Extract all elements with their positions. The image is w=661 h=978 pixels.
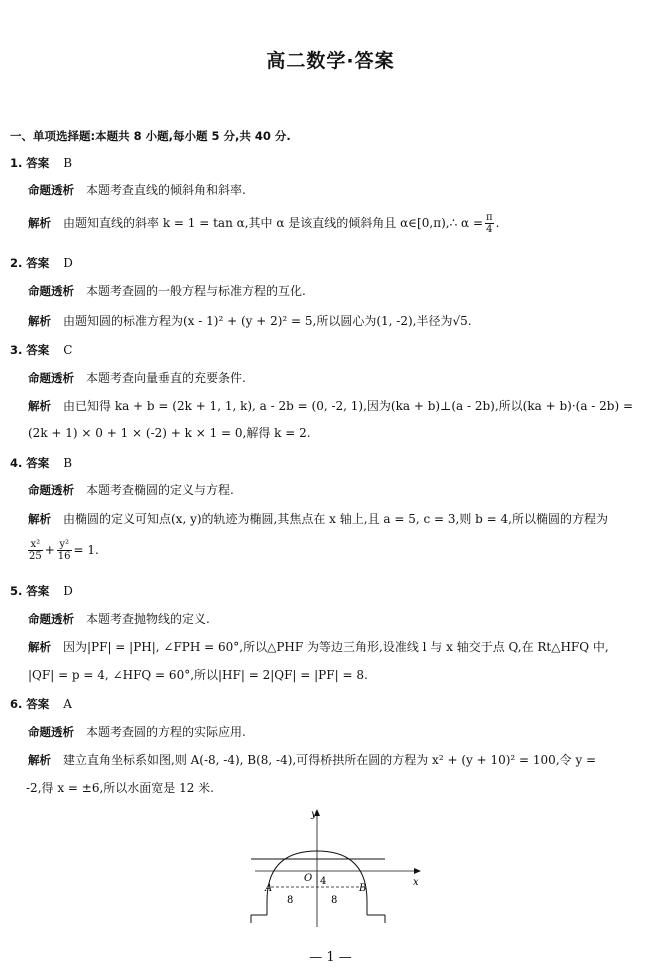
q2-answer: D: [63, 256, 73, 270]
analysis-label: 解析: [28, 399, 51, 413]
q4-num: 4.: [10, 456, 23, 470]
answer-label: 答案: [26, 343, 50, 357]
q4-intent: 本题考查椭圆的定义与方程.: [86, 483, 234, 497]
right-length-label: 8: [331, 895, 338, 906]
q5-intent-line: [28, 611, 210, 627]
answer-label: 答案: [26, 256, 50, 270]
x-label: x: [413, 877, 419, 888]
q5-answer-line: [10, 583, 73, 599]
q4-frac-1-den: 25: [29, 551, 42, 562]
q2-answer-line: [10, 255, 73, 271]
q1-answer: B: [63, 156, 73, 170]
q3-analysis-line-2: (2k + 1) × 0 + 1 × (-2) + k × 1 = 0,解得 k = 2.: [28, 426, 311, 440]
bridge-arch-figure: [245, 805, 430, 930]
intent-label: 命题透析: [28, 371, 74, 385]
q1-intent: 本题考查直线的倾斜角和斜率.: [86, 183, 246, 197]
q5-analysis-1: 因为|PF| = |PH|, ∠FPH = 60°,所以△PHF 为等边三角形,设准线 l 与 x 轴交于点 Q,在 Rt△HFQ 中,: [63, 640, 609, 654]
answer-label: 答案: [26, 156, 50, 170]
q1-intent-line: [28, 182, 246, 198]
analysis-label: 解析: [28, 512, 51, 526]
q1-answer-line: [10, 155, 72, 171]
q4-frac-2-den: 16: [57, 551, 71, 562]
q3-intent-line: [28, 370, 246, 386]
intent-label: 命题透析: [28, 612, 74, 626]
q4-frac-2-num: y²: [57, 539, 72, 551]
q6-analysis-line-1: [28, 752, 596, 768]
analysis-label: 解析: [28, 216, 51, 230]
y-label: y: [311, 809, 317, 820]
q4-plus: +: [44, 543, 55, 557]
q2-intent: 本题考查圆的一般方程与标准方程的互化.: [86, 284, 306, 298]
q4-tail: = 1.: [73, 543, 99, 557]
intent-label: 命题透析: [28, 483, 74, 497]
q2-analysis: 由题知圆的标准方程为(x - 1)² + (y + 2)² = 5,所以圆心为(1, -2),半径为√5.: [63, 314, 472, 328]
q1-frac-num: π: [486, 212, 493, 223]
q3-analysis-1: 由已知得 ka + b = (2k + 1, 1, k), a - 2b = (0, -2, 1),因为(ka + b)⊥(a - 2b),所以(ka + b)·(a - 2b) =: [63, 399, 634, 413]
q1-frac-den: 4: [486, 224, 493, 235]
q2-num: 2.: [10, 256, 23, 270]
q4-analysis-line-1: [28, 511, 608, 527]
q6-analysis-1: 建立直角坐标系如图,则 A(-8, -4), B(8, -4),可得桥拱所在圆的方程为 x² + (y + 10)² = 100,令 y =: [63, 753, 597, 767]
intent-label: 命题透析: [28, 725, 74, 739]
analysis-label: 解析: [28, 314, 51, 328]
q4-analysis-1: 由椭圆的定义可知点(x, y)的轨迹为椭圆,其焦点在 x 轴上,且 a = 5, c = 3,则 b = 4,所以椭圆的方程为: [63, 512, 608, 526]
q1-fraction: [485, 212, 494, 235]
q6-intent-line: [28, 724, 246, 740]
q6-answer-line: [10, 696, 72, 712]
q4-answer-line: [10, 455, 72, 471]
q3-intent: 本题考查向量垂直的充要条件.: [86, 371, 246, 385]
analysis-label: 解析: [28, 640, 51, 654]
q1-analysis-b: .: [495, 216, 500, 230]
point-b-label: B: [359, 883, 367, 894]
answer-label: 答案: [26, 456, 50, 470]
q5-analysis-line-2: |QF| = p = 4, ∠HFQ = 60°,所以|HF| = 2|QF| = |PF| = 8.: [28, 668, 368, 682]
q4-frac-2: [57, 539, 72, 562]
q4-intent-line: [28, 482, 234, 498]
q3-answer-line: [10, 342, 72, 358]
q4-frac-1-num: x²: [28, 539, 43, 551]
q3-analysis-line-1: [28, 398, 633, 414]
q5-intent: 本题考查抛物线的定义.: [86, 612, 210, 626]
origin-label: O: [304, 873, 313, 884]
q6-intent: 本题考查圆的方程的实际应用.: [86, 725, 246, 739]
q1-num: 1.: [10, 156, 23, 170]
intent-label: 命题透析: [28, 183, 74, 197]
q5-analysis-line-1: [28, 639, 609, 655]
q5-answer: D: [63, 584, 73, 598]
left-length-label: 8: [287, 895, 294, 906]
q1-analysis-line: [28, 212, 499, 235]
x-axis-arrow: [414, 868, 421, 874]
q3-answer: C: [63, 343, 73, 357]
q6-analysis-line-2: -2,得 x = ±6,所以水面宽是 12 米.: [26, 781, 214, 795]
q6-answer: A: [63, 697, 72, 711]
q6-num: 6.: [10, 697, 23, 711]
answer-label: 答案: [26, 584, 50, 598]
q2-analysis-line: [28, 313, 472, 329]
page-number: — 1 —: [309, 950, 352, 965]
q5-num: 5.: [10, 584, 23, 598]
analysis-label: 解析: [28, 753, 51, 767]
q4-ellipse-equation: [26, 539, 99, 562]
intent-label: 命题透析: [28, 284, 74, 298]
q4-answer: B: [63, 456, 73, 470]
page-title: 高二数学·答案: [266, 50, 395, 72]
q1-analysis-a: 由题知直线的斜率 k = 1 = tan α,其中 α 是该直线的倾斜角且 α∈[0,π),∴ α =: [63, 216, 483, 230]
section-heading: 一、单项选择题:本题共 8 小题,每小题 5 分,共 40 分.: [10, 129, 291, 143]
height-label: 4: [320, 876, 327, 887]
q3-num: 3.: [10, 343, 23, 357]
q2-intent-line: [28, 283, 306, 299]
answer-label: 答案: [26, 697, 50, 711]
q4-frac-1: [28, 539, 43, 562]
point-a-label: A: [265, 883, 273, 894]
